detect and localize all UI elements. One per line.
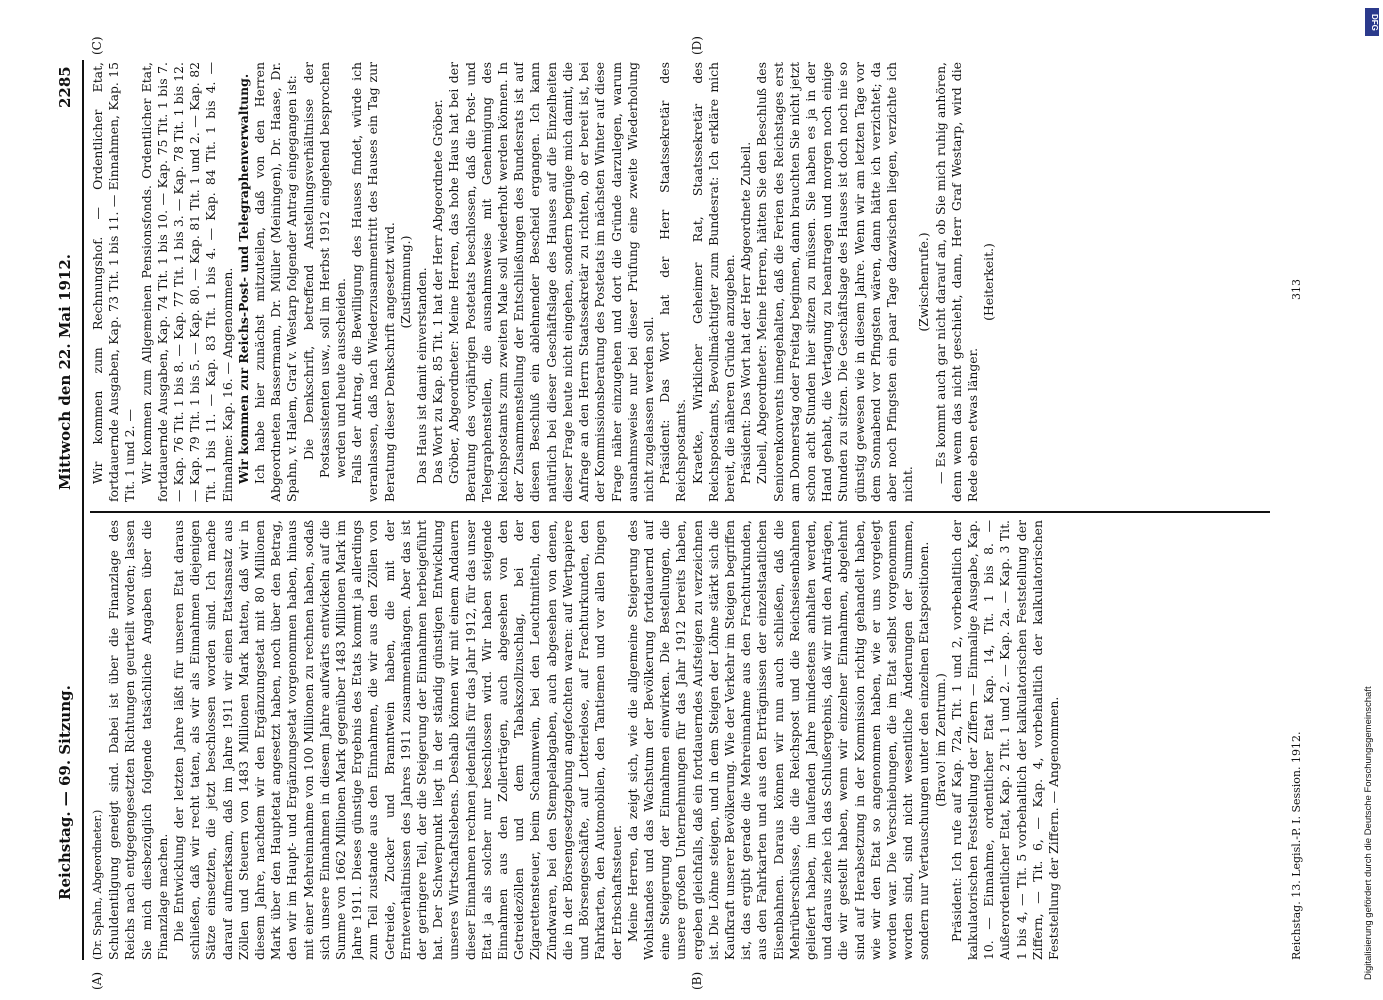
speech-groeber: Gröber, Abgeordneter: Meine Herren, das hohe Haus hat bei der Beratung des vorjährigen Postetats beschlossen, daß die Post- und Telegraphenstellen, die ausnahmsweise mit Genehmigung des Reichspostamts zum zweiten Male soll wiederholt werden können. In der Zusammenstellung der Entschließungen des Bundesrats ist auf diesen Beschluß ein ablehnender Bescheid ergangen. Ich kann natürlich bei dieser Geschäftslage des Hauses auf die Einzelheiten dieser Frage heute nicht eingehen, sondern begnüge mich damit, die Anfrage an den Herrn Staatssekretär zu richten, ob er bereit ist, bei der Kommissionsberatung des Postetats im nächsten Winter auf diese Frage näher einzugehen und dort die Gründe darzulegen, warum ausnahmsweise nur bei dieser Prüfung eine zweite Wiederholung nicht zugelassen werden soll. bbox=[446, 62, 656, 502]
assent-note: (Zustimmung.) bbox=[397, 235, 413, 329]
paragraph: Falls der Antrag, die Bewilligung des Hauses findet, würde ich veranlassen, daß nach Wiederzusammentritt des Hauses ein Tag zur Beratung dieser Denkschrift angesetzt wird. bbox=[349, 62, 397, 502]
header-center: Mittwoch den 22. Mai 1912. bbox=[56, 253, 74, 490]
paragraph: — Es kommt auch gar nicht darauf an, ob Sie mich ruhig anhören, denn wenn das nicht geschieht, dann, Herr Graf Westarp, wird die Rede eben etwas länger. bbox=[932, 62, 980, 502]
motion-text: Die Denkschrift, betreffend Anstellungsverhältnisse der Postassistenten usw., soll im Herbst 1912 eingehend besprochen werden und heute ausscheiden. bbox=[300, 62, 349, 478]
footer-left: Reichstag. 13. Legisl.-P. I. Session. 1912. bbox=[1290, 731, 1303, 960]
paragraph: Wir kommen zum Rechnungshof. — Ordentlicher Etat, fortdauernde Ausgaben, Kap. 73 Tit. 1 bis 11. — Einnahmen, Kap. 15 Tit. 1 und 2. — bbox=[90, 62, 138, 502]
applause-note: (Bravo! im Zentrum.) bbox=[932, 673, 948, 807]
paragraph: Ich habe hier zunächst mitzuteilen, daß von den Herren Abgeordneten Bassermann, Dr. Müller (Meiningen), Dr. Haase, Dr. Spahn, v. Halem, Graf v. Westarp folgender Antrag eingegangen ist: bbox=[252, 62, 300, 502]
paragraph: Meine Herren, da zeigt sich, wie die allgemeine Steigerung des Wohlstandes und das Wachstum der Bevölkerung fortdauernd auf eine Steigerung der Einnahmen einwirken. Die Bestellungen, die unsere großen Unternehmungen für das Jahr 1912 bereits haben, ergeben gleichfalls, daß ein fortdauerndes Aufsteigen zu verzeichnen ist. Die Löhne steigen, und in dem Steigen der Löhne stärkt sich die Kaufkraft unserer Bevölkerung. Wie der Verkehr im Steigen begriffen ist, das ergibt gerade die Mehreinnahme aus den Frachturkunden, aus den Fahrkarten und aus den Erträgnissen der einzelstaatlichen Eisenbahnen. Daraus können wir nun auch schließen, daß die Mehrüberschüsse, die die Reichspost und die Reichseisenbahnen geliefert haben, im laufenden Jahre mindestens anhalten werden, und daraus ziehe ich das Schlußergebnis, daß wir mit den Anträgen, die wir gestellt haben, wenn wir einzelner Einnahmen, abgelehnt sind auf Herabsetzung in der Kommission richtig gehandelt haben, wie wir den Etat so angenommen haben, wie er uns vorgelegt worden war. Die Verschiebungen, die im Etat selbst vorgenommen worden sind, sind nicht wesentliche Änderungen der Summen, sondern nur Vertauschungen unter den einzelnen Etatspositionen. bbox=[624, 520, 932, 960]
column-divider bbox=[90, 512, 1270, 514]
paragraph: Die Entwicklung der letzten Jahre läßt für unseren Etat daraus schließen, daß wir recht taten, als wir als Einnahmen diejenigen Sätze einsetzten, die jetzt beschlossen worden sind. Ich mache darauf aufmerksam, daß im Jahre 1911 wir einen Etatsansatz aus Zöllen und Steuern von 1483 Millionen Mark hatten, daß wir in diesem Jahre, nachdem wir den Ergänzungsetat mit 80 Millionen Mark über den Hauptetat angesetzt haben, noch über den Betrag, den wir im Haupt- und Ergänzungsetat vorgenommen haben, hinaus mit einer Mehreinnahme von 100 Millionen zu rechnen haben, sodaß sich unsere Einnahmen in diesem Jahre aufwärts entwickeln auf die Summe von 1662 Millionen Mark gegenüber 1483 Millionen Mark im Jahre 1911. Dieses günstige Ergebnis des Etats kommt ja allerdings zum Teil zustande aus den Einnahmen, die wir aus den Zöllen von Getreide, Zucker und Branntwein haben, die mit der Ernteverhältnissen des Jahres 1911 zusammenhängen. Aber das ist der geringere Teil, der die Steigerung der Einnahmen herbeigeführt hat. Der Schwerpunkt liegt in der ständig günstigen Entwicklung unseres Wirtschaftslebens. Deshalb können wir mit einem Andauern dieser Einnahmen rechnen jedenfalls für das Jahr 1912, für das unser Etat ja als solcher nur beschlossen wird. Wir haben steigende Einnahmen aus den Zollerträgen, auch abgesehen von den Getreidezöllen und dem Tabakszollzuschlag, bei der Zigarettensteuer, beim Schaumwein, bei den Leuchtmitteln, den Zündwaren, bei den Stempelabgaben, auch abgesehen von denen, die in der Börsengesetzgebung angefochten waren: auf Wertpapiere und Börsengeschäfte, auf Lotterielose, auf Frachturkunden, den Fahrkarten, den Automobilen, den Tantiemen und vor allen Dingen der Erbschaftssteuer. bbox=[171, 520, 624, 960]
laughter-note: (Heiterkeit.) bbox=[981, 243, 997, 321]
president-statement: Präsident: Das Wort hat der Herr Staatssekretär des Reichspostamts. bbox=[657, 62, 689, 502]
footer-page: 313 bbox=[1290, 279, 1303, 300]
speaker-reference: (Dr. Spahn, Abgeordneter.) bbox=[91, 809, 104, 960]
digitization-stamp bbox=[1361, 0, 1383, 1000]
left-column bbox=[90, 520, 1280, 960]
margin-letter-c: (C) bbox=[90, 36, 104, 55]
right-column bbox=[90, 62, 1280, 502]
margin-letter-b: (B) bbox=[690, 971, 704, 990]
president-statement: Präsident: Das Wort hat der Herr Abgeordnete Zubeil. bbox=[738, 141, 754, 484]
speech-zubeil: Zubeil, Abgeordneter: Meine Herren, hätten Sie den Beschluß des Seniorenkonvents innegehalten, daß die Ferien des Reichstages erst am Donnerstag oder Freitag beginnen, dann brauchten Sie nicht jetzt schon acht Stunden hier sitzen zu müssen. Sie haben es ja in der Hand gehabt, die Vertagung zu beantragen und morgen noch einige Stunden zu sitzen. Die Geschäftslage des Hauses ist doch noch nie so günstig gewesen wie in diesem Jahre. Wenn wir am letzten Tage vor dem Sonnabend vor Pfingsten wären, dann hätte ich verzichtet; da aber noch Pfingsten ein paar Tage dazwischen liegen, verzichte ich nicht. bbox=[754, 62, 916, 502]
section-heading: Wir kommen zur Reichs-Post- und Telegraphenverwaltung. bbox=[235, 73, 251, 484]
paragraph: Wir kommen zum Allgemeinen Pensionsfonds. Ordentlicher Etat, fortdauernde Ausgaben, Kap. 74 Tit. 1 bis 10. — Kap. 75 Tit. 1 bis 7. — Kap. 76 Tit. 1 bis 8. — Kap. 77 Tit. 1 bis 3. — Kap. 78 Tit. 1 bis 12. — Kap. 79 Tit. 1 bis 5. — Kap. 80. — Kap. 81 Tit. 1 und 2. — Kap. 82 Tit. 1 bis 11. — Kap. 83 Tit. 1 bis 4. — Kap. 84 Tit. 1 bis 4. — Einnahme: Kap. 16. — Angenommen. bbox=[138, 62, 235, 502]
page-header bbox=[50, 60, 84, 960]
paragraph: Schuldentilgung geneigt sind. Dabei ist über die Finanzlage des Reichs nach entgegengesetzten Richtungen geurteilt worden; lassen Sie mich diesbezüglich folgende tatsächliche Angaben über die Finanzlage machen. bbox=[106, 520, 170, 960]
header-left: Reichstag. — 69. Sitzung. bbox=[56, 685, 74, 900]
speech-kraetke: Kraetke, Wirklicher Geheimer Rat, Staatssekretär des Reichspostamts, Bevollmächtigter zum Bundesrat: Ich erkläre mich bereit, die näheren Gründe anzugeben. bbox=[689, 62, 737, 502]
interjection-note: (Zwischenrufe.) bbox=[916, 232, 932, 332]
header-rule bbox=[82, 60, 84, 960]
stamp-text: Digitalisierung gefördert durch die Deutsche Forschungsgemeinschaft bbox=[1363, 686, 1374, 980]
paragraph: Das Haus ist damit einverstanden. bbox=[414, 267, 430, 484]
margin-letter-a: (A) bbox=[90, 971, 104, 990]
paragraph: Das Wort zu Kap. 85 Tit. 1 hat der Herr Abgeordnete Gröber. bbox=[430, 99, 446, 484]
margin-letter-d: (D) bbox=[690, 36, 704, 55]
rotated-page-content bbox=[50, 36, 1350, 990]
dfg-logo: DFG bbox=[1365, 8, 1379, 36]
page-number: 2285 bbox=[56, 66, 74, 108]
president-statement: Präsident: Ich rufe auf Kap. 72a, Tit. 1 und 2, vorbehaltlich der kalkulatorischen Feststellung der Ziffern — Einmalige Ausgabe, Kap. 10. — Einnahme, ordentlicher Etat Kap. 14, Tit. 1 bis 8. — Außerordentlicher Etat, Kap. 2 Tit. 1 und 2. — Kap. 2a. — Kap. 3 Tit. 1 bis 4, — Tit. 5 vorbehaltlich der kalkulatorischen Feststellung der Ziffern, — Tit. 6, — Kap. 4, vorbehaltlich der kalkulatorischen Feststellung der Ziffern. — Angenommen. bbox=[948, 520, 1061, 960]
